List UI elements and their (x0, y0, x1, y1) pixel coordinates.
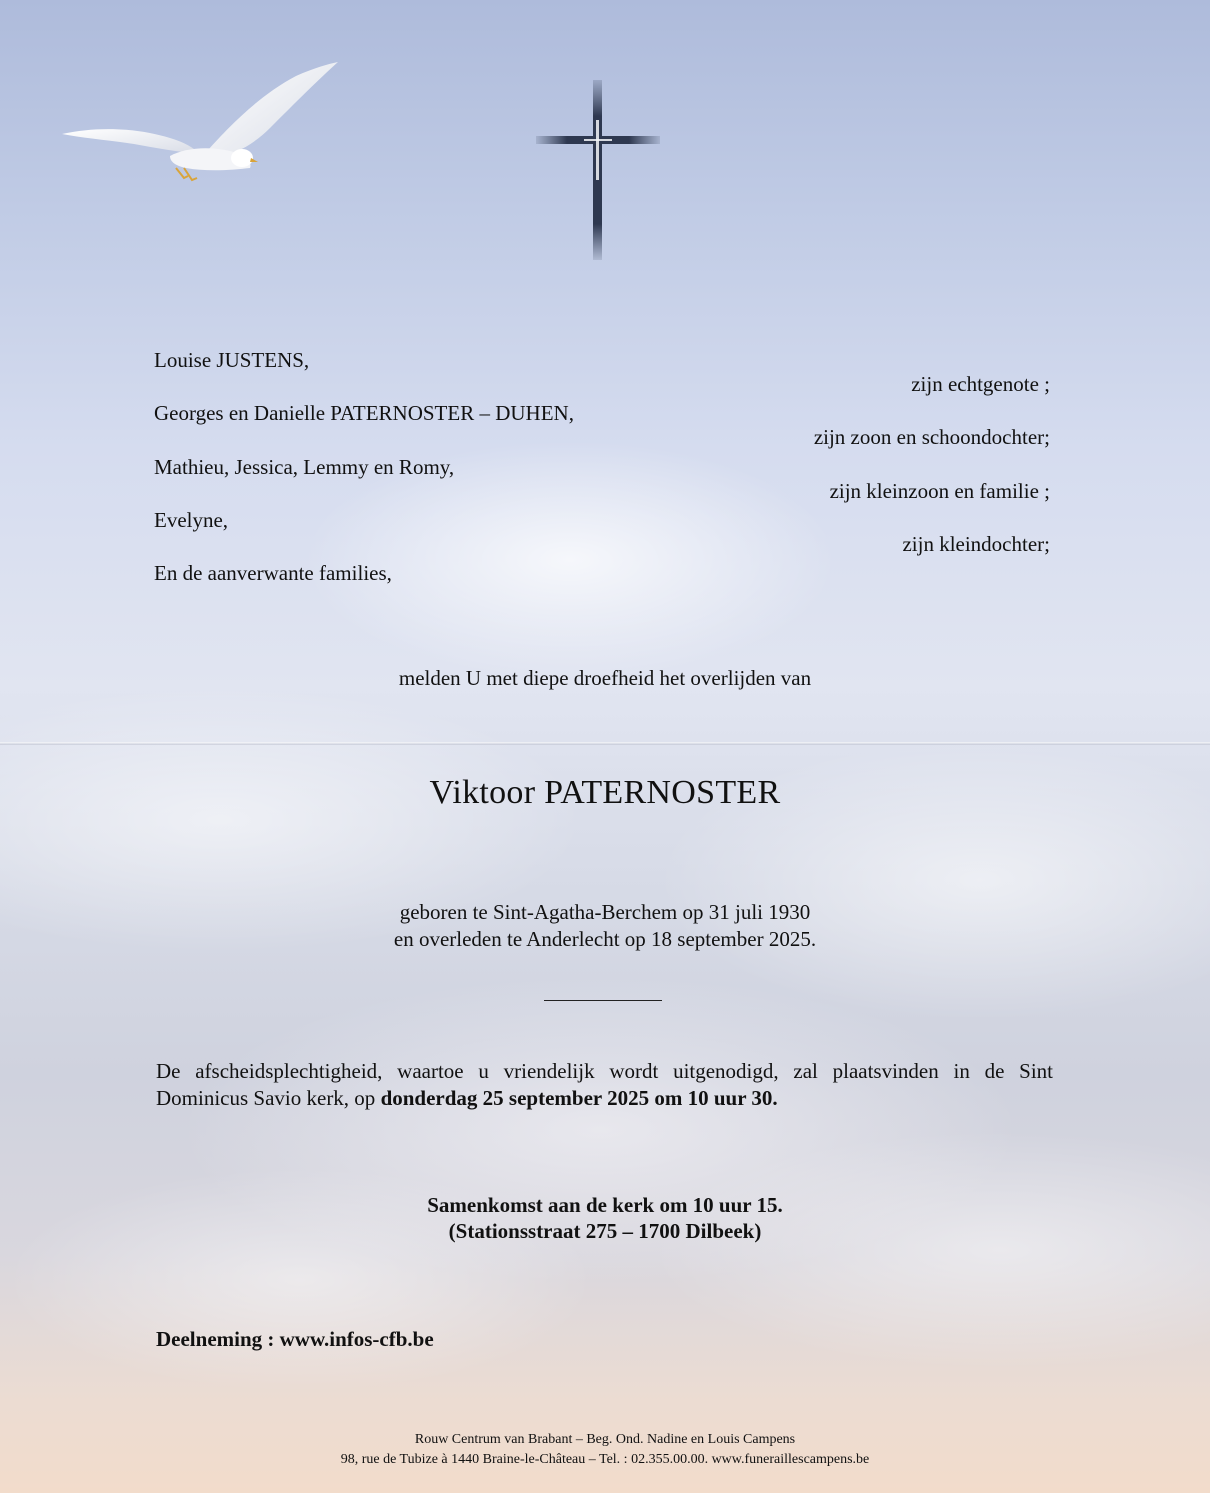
funeral-home-name: Rouw Centrum van Brabant – Beg. Ond. Nadine en Louis Campens (414, 1432, 796, 1447)
announcement-text: melden U met diepe droefheid het overlijden van (398, 666, 812, 690)
ceremony-location-text: Dominicus Savio kerk, op (156, 1086, 381, 1110)
family-relation: zijn echtgenote ; (911, 372, 1050, 396)
family-member-name: Evelyne, (154, 508, 229, 532)
family-member-name: En de aanverwante families, (154, 561, 392, 585)
family-relation: zijn kleindochter; (902, 532, 1050, 556)
condolences-link[interactable]: Deelneming : www.infos-cfb.be (156, 1327, 434, 1351)
funeral-home-address: 98, rue de Tubize à 1440 Braine-le-Château – Tel. : 02.355.00.00. www.funeraillescampens.be (340, 1452, 870, 1467)
gathering-address: (Stationsstraat 275 – 1700 Dilbeek) (448, 1219, 762, 1243)
deceased-name: Viktoor PATERNOSTER (429, 774, 781, 811)
ceremony-date-time: donderdag 25 september 2025 om 10 uur 30. (380, 1086, 778, 1110)
seagull-icon (58, 58, 348, 188)
ceremony-line: De afscheidsplechtigheid, waartoe u vriendelijk wordt uitgenodigd, zal plaatsvinden in de Sint (156, 1059, 1053, 1083)
family-relation: zijn kleinzoon en familie ; (829, 479, 1050, 503)
death-line: en overleden te Anderlecht op 18 september 2025. (393, 927, 817, 951)
family-member-name: Mathieu, Jessica, Lemmy en Romy, (154, 455, 455, 479)
gathering-time: Samenkomst aan de kerk om 10 uur 15. (427, 1193, 783, 1217)
family-member-name: Louise JUSTENS, (154, 348, 310, 372)
ceremony-paragraph (156, 1058, 1053, 1112)
cross-icon (536, 80, 660, 260)
card-fold-line (0, 742, 1210, 745)
family-relation: zijn zoon en schoondochter; (813, 425, 1050, 449)
separator-line (544, 1000, 662, 1001)
family-member-name: Georges en Danielle PATERNOSTER – DUHEN, (154, 401, 574, 425)
ceremony-line (156, 1085, 1053, 1112)
birth-line: geboren te Sint-Agatha-Berchem op 31 juli 1930 (399, 900, 811, 924)
